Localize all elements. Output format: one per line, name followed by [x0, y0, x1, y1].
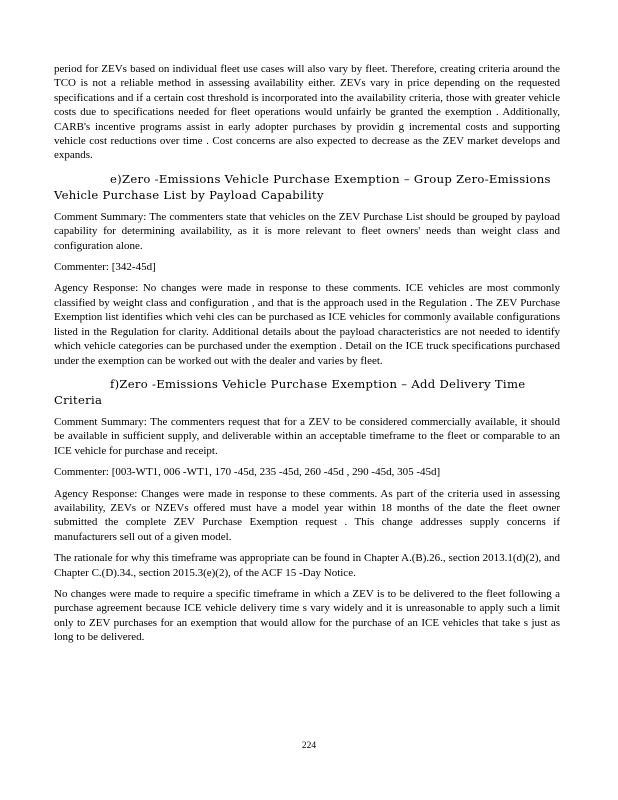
page-number: 224	[301, 741, 317, 751]
section-f-heading: f)Zero -Emissions Vehicle Purchase Exemption – Add Delivery Time Criteria	[54, 376, 526, 407]
section-e-heading: e)Zero -Emissions Vehicle Purchase Exemption – Group Zero-Emissions Vehicle Purchase List by Payload Capability	[54, 171, 551, 202]
intro-paragraph: period for ZEVs based on individual fleet use cases will also vary by fleet. Therefore, creating criteria around the TCO is not a reliable method in assessing availability either. ZEVs vary in price depending on the requested specifications and if a certain cost threshold is incorporated into the availability criteria, those with greater vehicle costs due to specifications needed for fleet operations would unfairly be granted the exemption . Additionally, CARB's incentive programs assist in early adopter purchases by providin g incremental costs and supporting vehicle cost reductions over time . Cost concerns are also expected to decrease as the ZEV market develops and expands.	[54, 63, 560, 162]
section-f-no-changes: No changes were made to require a specific timeframe in which a ZEV is to be delivered to the fleet following a purchase agreement because ICE vehicle delivery time s vary widely and it is unreasonable to apply such a limit only to ZEV purchases for an exemption that would allow for the purchase of an ICE vehicles that take s just as long to be delivered.	[54, 587, 560, 644]
section-e-comment-summary: Comment Summary: The commenters state that vehicles on the ZEV Purchase List should be grouped by payload capability for determining availability, as it is more relevant to fleet owners' needs than weight class and configuration alone.	[54, 210, 560, 252]
section-f-agency-response: Agency Response: Changes were made in response to these comments. As part of the criteria used in assessing availability, ZEVs or NZEVs offered must have a model year within 18 months of the date the fleet owner submitted the complete ZEV Purchase Exemption request . This change addresses supply concerns if manufacturers sell out of a given model.	[54, 487, 560, 543]
section-e-commenter: Commenter: [342-45d]	[54, 261, 156, 274]
section-f-commenter: Commenter: [003-WT1, 006 -WT1, 170 -45d, 235 -45d, 260 -45d , 290 -45d, 305 -45d]	[54, 466, 441, 479]
section-e-agency-response: Agency Response: No changes were made in response to these comments. ICE vehicles are most commonly classified by weight class and configuration , and that is the approach used in the Regulation . The ZEV Purchase Exemption list identifies which vehi cles can be purchased as ICE vehicles for commonly available configurations listed in the Regulation for clarity. Additional details about the payload characteristics are not needed to identify which vehicle categories can be purchased under the exemption . Detail on the ICE truck specifications purchased under the exemption can be worked out with the dealer and varies by fleet.	[54, 282, 560, 367]
document-page	[54, 62, 560, 645]
section-f-rationale: The rationale for why this timeframe was appropriate can be found in Chapter A.(B).26., section 2013.1(d)(2), and Chapter C.(D).34., section 2015.3(e)(2), of the ACF 15 -Day Notice.	[54, 552, 560, 579]
section-f-comment-summary: Comment Summary: The commenters request that for a ZEV to be considered commercially available, it should be available in sufficient supply, and deliverable within an acceptable timeframe to the fleet or comparable to an ICE vehicle for purchase and receipt.	[54, 415, 560, 457]
